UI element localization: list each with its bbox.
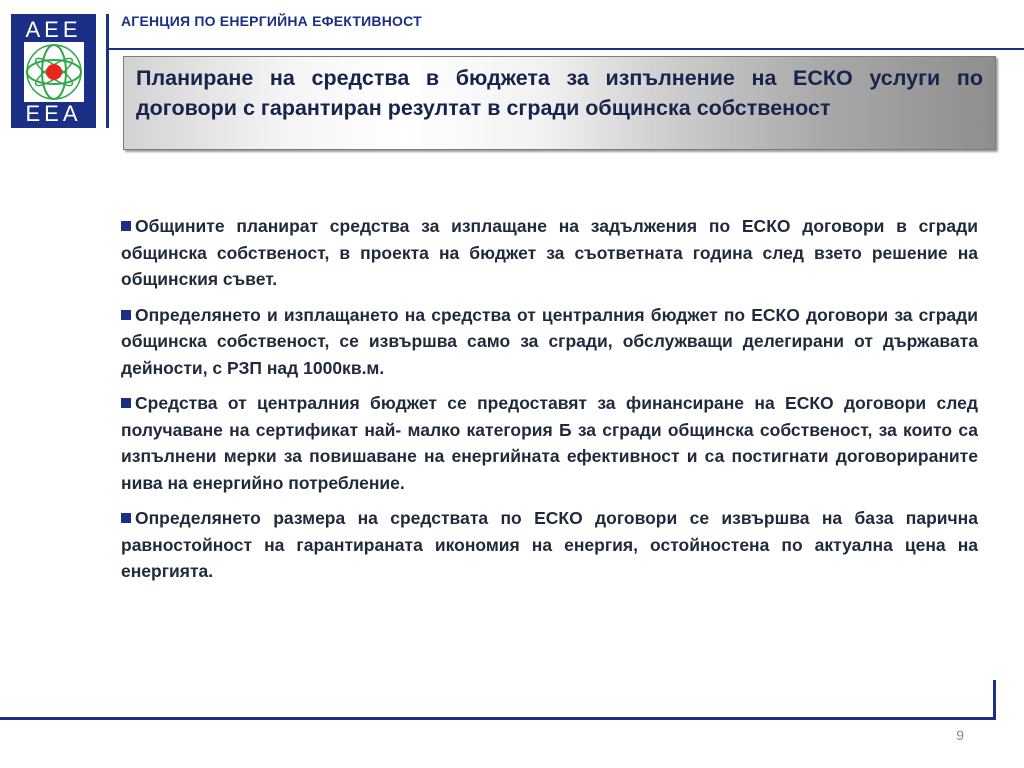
agency-name: АГЕНЦИЯ ПО ЕНЕРГИЙНА ЕФЕКТИВНОСТ (121, 13, 422, 29)
bullet-paragraph (121, 390, 978, 496)
footer-horizontal-divider (0, 717, 996, 720)
bullet-text: Общините планират средства за изплащане на задължения по ЕСКО договори в сгради общинска собственост, в проекта на бюджет за съответната година след взето решение на общинския съвет. (121, 216, 978, 289)
bullet-text: Определянето размера на средствата по ЕСКО договори се извършва на база парична равностойност на гарантираната икономия на енергия, остойностена по актуална цена на енергията. (121, 508, 978, 581)
header-horizontal-divider (106, 48, 1024, 50)
bullet-text: Средства от централния бюджет се предоставят за финансиране на ЕСКО договори след получаване на сертификат най- малко категория Б за сгради общинска собственост, за които са изпълнени мерки за повишаване на енергийната ефективност и са постигнати договорираните нива на енергийно потребление. (121, 393, 978, 493)
bullet-text: Определянето и изплащането на средства от централния бюджет по ЕСКО договори за сгради общинска собственост, се извършва само за сгради, обслужващи делегирани от държавата дейности, с РЗП над 1000кв.м. (121, 304, 978, 378)
square-bullet-icon (121, 221, 131, 231)
bullet-paragraph (121, 505, 978, 585)
bullet-paragraph (121, 213, 978, 293)
agency-logo (11, 14, 96, 128)
bullet-paragraph (121, 302, 978, 382)
square-bullet-icon (121, 513, 131, 523)
page-number: 9 (956, 727, 964, 743)
logo-top-text: AEE (25, 17, 82, 42)
footer-vertical-divider (993, 680, 996, 720)
square-bullet-icon (121, 398, 131, 408)
header-vertical-divider (106, 14, 109, 128)
globe-emblem-icon (24, 42, 84, 102)
logo-bottom-text: EEA (25, 101, 82, 126)
slide-content (121, 213, 978, 594)
square-bullet-icon (121, 310, 131, 320)
slide-title: Планиране на средства в бюджета за изпълнение на ЕСКО услуги по договори с гарантиран резултат в сгради общинска собственост (136, 66, 983, 120)
